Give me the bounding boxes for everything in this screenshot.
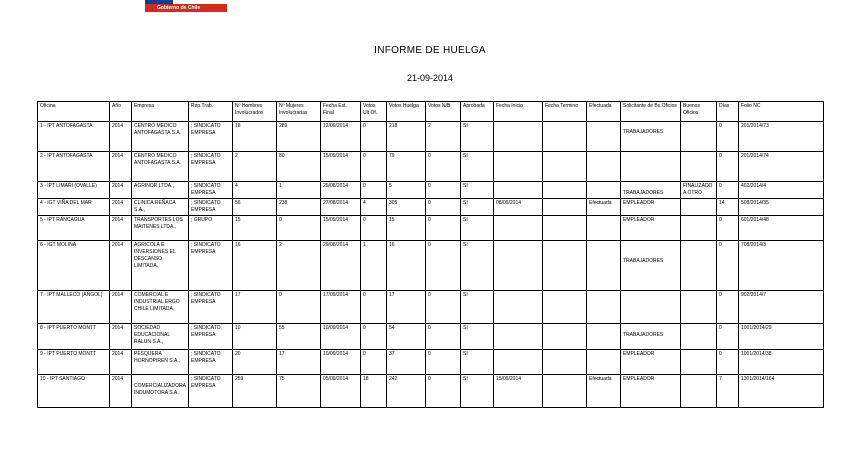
cell-empresa: TRANSPORTES LOS MAITENES LTDA., <box>132 216 189 241</box>
cell-efectuada: Efectuada <box>587 199 621 216</box>
col-header-hombres: Nº Hombres Involucrados <box>233 102 277 122</box>
col-header-solicitante: Solicitante de Bs.Oficios <box>621 102 681 122</box>
cell-fecha-est-final: 15/09/2014 <box>321 216 361 241</box>
cell-rep-trab: ; SINDICATO EMPRESA <box>189 199 233 216</box>
cell-folio-nc: 902/2014/7 <box>739 291 824 324</box>
table-row <box>38 199 824 216</box>
cell-buenos-oficios <box>681 199 717 216</box>
cell-buenos-oficios <box>681 324 717 350</box>
logo-text: Gobierno de Chile <box>157 5 201 11</box>
cell-votos-huelga: 242 <box>387 375 426 408</box>
cell-empresa: CENTRO MEDICO ANTOFAGASTA S.A. <box>132 122 189 152</box>
cell-folio-nc: 201/2014/74 <box>739 152 824 182</box>
col-header-mujeres: Nº Mujeres Involucradas <box>277 102 321 122</box>
col-header-votos-ult-of: Votos Ult.Of. <box>361 102 387 122</box>
cell-votos-ult-of: 18 <box>361 375 387 408</box>
cell-votos-huelga: 16 <box>387 241 426 291</box>
cell-anio: 2014 <box>110 375 132 408</box>
table-row <box>38 375 824 408</box>
cell-efectuada <box>587 350 621 375</box>
cell-oficina: 2 - IPT ANTOFAGASTA <box>38 152 110 182</box>
cell-votos-ult-of: 0 <box>361 324 387 350</box>
cell-fecha-termino <box>543 199 587 216</box>
cell-votos-ult-of: 0 <box>361 216 387 241</box>
cell-aprobada: SI <box>461 291 494 324</box>
table-row <box>38 216 824 241</box>
cell-solicitante <box>621 152 681 182</box>
col-header-anio: Año <box>110 102 132 122</box>
cell-buenos-oficios <box>681 152 717 182</box>
cell-efectuada <box>587 216 621 241</box>
cell-votos-ult-of: 0 <box>361 152 387 182</box>
cell-fecha-termino <box>543 182 587 199</box>
cell-solicitante-text: TRABAJADORES <box>623 258 664 264</box>
cell-hombres: 2 <box>233 152 277 182</box>
cell-votos-nb: 0 <box>426 350 461 375</box>
cell-efectuada <box>587 291 621 324</box>
cell-votos-huelga: 218 <box>387 122 426 152</box>
cell-mujeres: 17 <box>277 350 321 375</box>
cell-fecha-termino <box>543 152 587 182</box>
cell-rep-trab: ; SINDICATO EMPRESA <box>189 375 233 408</box>
strike-report-table <box>37 101 824 408</box>
cell-solicitante <box>621 122 681 152</box>
cell-buenos-oficios <box>681 350 717 375</box>
cell-efectuada <box>587 182 621 199</box>
cell-folio-nc: 402/2014/4 <box>739 182 824 199</box>
cell-fecha-inicio <box>494 291 543 324</box>
cell-votos-huelga: 305 <box>387 199 426 216</box>
cell-empresa: AGRICOLA E INVERSIONES EL DESCANSO LIMITADA, <box>132 241 189 291</box>
cell-fecha-termino <box>543 241 587 291</box>
cell-efectuada <box>587 152 621 182</box>
cell-votos-nb: 0 <box>426 152 461 182</box>
cell-oficina: 5 - IPT RANCAGUA <box>38 216 110 241</box>
cell-empresa: AGRINOR LTDA., <box>132 182 189 199</box>
cell-fecha-termino <box>543 291 587 324</box>
cell-fecha-est-final: 29/08/2014 <box>321 241 361 291</box>
cell-anio: 2014 <box>110 199 132 216</box>
cell-rep-trab: ; GRUPO <box>189 216 233 241</box>
cell-votos-huelga: 79 <box>387 152 426 182</box>
cell-aprobada: SI <box>461 199 494 216</box>
cell-folio-nc: 1001/2014/29 <box>739 324 824 350</box>
cell-efectuada: Efectuada <box>587 375 621 408</box>
cell-fecha-inicio: 08/09/2014 <box>494 199 543 216</box>
cell-fecha-est-final: 10/09/2014 <box>321 350 361 375</box>
cell-votos-nb: 0 <box>426 291 461 324</box>
cell-votos-ult-of: 0 <box>361 350 387 375</box>
cell-rep-trab: ; SINDICATO EMPRESA <box>189 152 233 182</box>
cell-solicitante <box>621 182 681 199</box>
cell-hombres: 18 <box>233 122 277 152</box>
table-row <box>38 122 824 152</box>
cell-fecha-termino <box>543 324 587 350</box>
col-header-efectuada: Efectuada <box>587 102 621 122</box>
cell-rep-trab: ; SINDICATO EMPRESA <box>189 182 233 199</box>
col-header-buenos-oficios: Buenos Oficios <box>681 102 717 122</box>
cell-hombres: 15 <box>233 216 277 241</box>
cell-fecha-inicio <box>494 324 543 350</box>
cell-folio-nc: 601/2014/48 <box>739 216 824 241</box>
cell-dias: 0 <box>717 291 739 324</box>
cell-votos-huelga: 5 <box>387 182 426 199</box>
table-row <box>38 241 824 291</box>
cell-fecha-inicio <box>494 182 543 199</box>
cell-aprobada: SI <box>461 375 494 408</box>
cell-dias: 14 <box>717 199 739 216</box>
cell-fecha-inicio: 15/09/2014 <box>494 375 543 408</box>
cell-mujeres: 238 <box>277 199 321 216</box>
cell-dias: 0 <box>717 324 739 350</box>
table-row <box>38 324 824 350</box>
cell-fecha-est-final: 12/09/2014 <box>321 122 361 152</box>
table-row <box>38 182 824 199</box>
cell-votos-ult-of: 0 <box>361 122 387 152</box>
cell-hombres: 259 <box>233 375 277 408</box>
cell-fecha-est-final: 05/09/2014 <box>321 375 361 408</box>
cell-aprobada: SI <box>461 216 494 241</box>
col-header-folio-nc: Folio NC <box>739 102 824 122</box>
cell-oficina: 3 - IPT LIMARI (OVALLE) <box>38 182 110 199</box>
cell-rep-trab: ; SINDICATO EMPRESA <box>189 241 233 291</box>
cell-hombres: 16 <box>233 241 277 291</box>
cell-votos-nb: 2 <box>426 122 461 152</box>
cell-fecha-termino <box>543 375 587 408</box>
cell-rep-trab: ; SINDICATO EMPRESA <box>189 324 233 350</box>
cell-hombres: 20 <box>233 350 277 375</box>
cell-solicitante: EMPLEADOR <box>621 375 681 408</box>
cell-fecha-est-final: 27/08/2014 <box>321 199 361 216</box>
cell-mujeres: 1 <box>277 182 321 199</box>
cell-efectuada <box>587 241 621 291</box>
table-row <box>38 350 824 375</box>
cell-solicitante <box>621 241 681 291</box>
cell-oficina: 1 - IPT ANTOFAGASTA <box>38 122 110 152</box>
cell-empresa: SOCIEDAD EDUCACIONAL RALUN S.A., <box>132 324 189 350</box>
col-header-aprobada: Aprobada <box>461 102 494 122</box>
cell-empresa: PESQUERA HORNOPIREN S.A., <box>132 350 189 375</box>
cell-folio-nc: 1301/2014/164 <box>739 375 824 408</box>
cell-votos-ult-of: 0 <box>361 291 387 324</box>
col-header-dias: Días <box>717 102 739 122</box>
cell-aprobada: SI <box>461 122 494 152</box>
cell-buenos-oficios <box>681 216 717 241</box>
cell-hombres: 17 <box>233 291 277 324</box>
cell-fecha-termino <box>543 350 587 375</box>
gobierno-de-chile-logo <box>145 0 227 12</box>
cell-fecha-inicio <box>494 241 543 291</box>
cell-solicitante <box>621 291 681 324</box>
cell-hombres: 56 <box>233 199 277 216</box>
cell-fecha-inicio <box>494 152 543 182</box>
cell-fecha-termino <box>543 122 587 152</box>
cell-oficina: 8 - IPT PUERTO MONTT <box>38 324 110 350</box>
cell-solicitante: EMPLEADOR <box>621 350 681 375</box>
cell-fecha-est-final: 10/09/2014 <box>321 324 361 350</box>
col-header-rep-trab: Rep.Trab. <box>189 102 233 122</box>
cell-fecha-est-final: 17/09/2014 <box>321 291 361 324</box>
cell-dias: 7 <box>717 375 739 408</box>
cell-aprobada: SI <box>461 152 494 182</box>
cell-votos-huelga: 17 <box>387 291 426 324</box>
cell-fecha-inicio <box>494 350 543 375</box>
cell-votos-nb: 0 <box>426 375 461 408</box>
cell-oficina: 10 - IPT SANTIAGO <box>38 375 110 408</box>
cell-anio: 2014 <box>110 152 132 182</box>
cell-solicitante: EMPLEADOR <box>621 199 681 216</box>
cell-buenos-oficios <box>681 291 717 324</box>
cell-dias: 0 <box>717 241 739 291</box>
cell-oficina: 7 - IPT MALLECO (ANGOL) <box>38 291 110 324</box>
cell-folio-nc: 1001/2014/38 <box>739 350 824 375</box>
cell-solicitante-text: TRABAJADORES <box>623 332 664 338</box>
cell-mujeres: 55 <box>277 324 321 350</box>
cell-mujeres: 80 <box>277 152 321 182</box>
cell-oficina: 4 - IGT VIÑA DEL MAR <box>38 199 110 216</box>
table-row <box>38 152 824 182</box>
cell-folio-nc: 508/2014/35 <box>739 199 824 216</box>
cell-empresa: COMERCIAL E INDUSTRIAL ERGO CHILE LIMITADA, <box>132 291 189 324</box>
cell-fecha-est-final: 29/08/2014 <box>321 182 361 199</box>
cell-anio: 2014 <box>110 350 132 375</box>
col-header-fecha-inicio: Fecha Inicio <box>494 102 543 122</box>
col-header-votos-huelga: Votos Huelga <box>387 102 426 122</box>
cell-aprobada: SI <box>461 182 494 199</box>
cell-fecha-inicio <box>494 216 543 241</box>
cell-votos-huelga: 15 <box>387 216 426 241</box>
cell-solicitante-text: TRABAJADORES <box>623 129 664 135</box>
table-row <box>38 291 824 324</box>
cell-fecha-inicio <box>494 122 543 152</box>
cell-votos-nb: 0 <box>426 241 461 291</box>
cell-solicitante-text: TRABAJADORES <box>623 190 664 196</box>
cell-anio: 2014 <box>110 182 132 199</box>
cell-oficina: 9 - IPT PUERTO MONTT <box>38 350 110 375</box>
cell-empresa-text: COMERCIALIZADORA INDUMOTORA S.A. <box>134 383 186 396</box>
col-header-empresa: Empresa <box>132 102 189 122</box>
cell-dias: 0 <box>717 152 739 182</box>
cell-mujeres: 0 <box>277 216 321 241</box>
cell-buenos-oficios: FINALIZADO A OTRO <box>681 182 717 199</box>
report-date: 21-09-2014 <box>406 73 454 83</box>
cell-hombres: 10 <box>233 324 277 350</box>
table-header-row <box>38 102 824 122</box>
cell-aprobada: SI <box>461 350 494 375</box>
col-header-fecha-est-final: Fecha Est. Final <box>321 102 361 122</box>
cell-solicitante: EMPLEADOR <box>621 216 681 241</box>
cell-folio-nc: 708/2014/3 <box>739 241 824 291</box>
cell-empresa: CLINICA REÑACA S.A., <box>132 199 189 216</box>
cell-anio: 2014 <box>110 291 132 324</box>
cell-buenos-oficios <box>681 375 717 408</box>
cell-empresa <box>132 375 189 408</box>
cell-folio-nc: 201/2014/73 <box>739 122 824 152</box>
cell-efectuada <box>587 122 621 152</box>
cell-votos-nb: 0 <box>426 199 461 216</box>
cell-empresa: CENTRO MEDICO ANTOFAGASTA S.A. <box>132 152 189 182</box>
cell-oficina: 6 - IGT MOLINA <box>38 241 110 291</box>
cell-votos-huelga: 54 <box>387 324 426 350</box>
cell-dias: 0 <box>717 182 739 199</box>
cell-dias: 0 <box>717 122 739 152</box>
cell-fecha-termino <box>543 216 587 241</box>
cell-votos-ult-of: 0 <box>361 182 387 199</box>
cell-votos-nb: 0 <box>426 216 461 241</box>
col-header-votos-nb: Votos N/B <box>426 102 461 122</box>
cell-anio: 2014 <box>110 122 132 152</box>
col-header-oficina: Oficina <box>38 102 110 122</box>
cell-buenos-oficios <box>681 122 717 152</box>
col-header-fecha-termino: Fecha Termino <box>543 102 587 122</box>
cell-mujeres: 0 <box>277 291 321 324</box>
cell-mujeres: 2 <box>277 241 321 291</box>
cell-votos-ult-of: 1 <box>361 241 387 291</box>
cell-anio: 2014 <box>110 241 132 291</box>
cell-fecha-est-final: 15/09/2014 <box>321 152 361 182</box>
cell-dias: 0 <box>717 216 739 241</box>
cell-mujeres: 289 <box>277 122 321 152</box>
cell-rep-trab: ; SINDICATO EMPRESA <box>189 122 233 152</box>
cell-votos-nb: 0 <box>426 324 461 350</box>
cell-aprobada: SI <box>461 241 494 291</box>
cell-anio: 2014 <box>110 216 132 241</box>
cell-dias: 0 <box>717 350 739 375</box>
cell-aprobada: SI <box>461 324 494 350</box>
report-title: INFORME DE HUELGA <box>374 45 486 56</box>
cell-anio: 2014 <box>110 324 132 350</box>
cell-efectuada <box>587 324 621 350</box>
cell-rep-trab: ; SINDICATO EMPRESA <box>189 291 233 324</box>
cell-hombres: 4 <box>233 182 277 199</box>
cell-solicitante <box>621 324 681 350</box>
cell-mujeres: 75 <box>277 375 321 408</box>
cell-buenos-oficios <box>681 241 717 291</box>
cell-rep-trab: ; SINDICATO EMPRESA <box>189 350 233 375</box>
cell-votos-nb: 0 <box>426 182 461 199</box>
cell-votos-ult-of: 4 <box>361 199 387 216</box>
cell-votos-huelga: 37 <box>387 350 426 375</box>
